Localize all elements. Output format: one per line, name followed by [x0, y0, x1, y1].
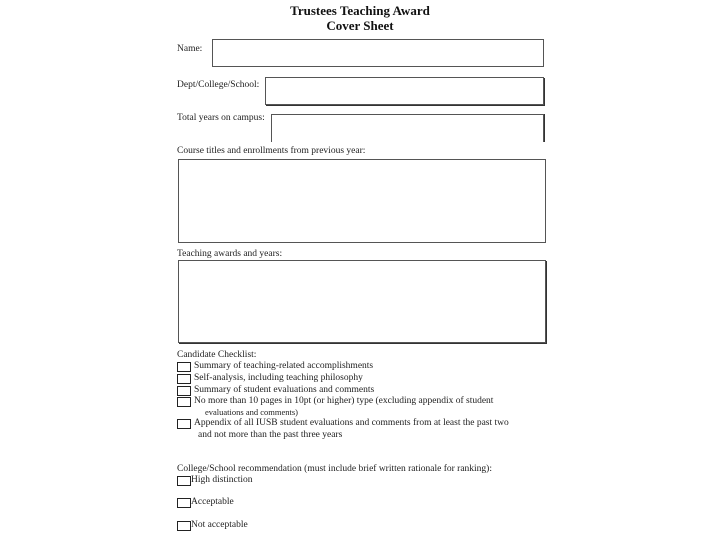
- option-acceptable: Acceptable: [191, 497, 234, 507]
- checklist-item-self-analysis: Self-analysis, including teaching philosophy: [194, 373, 363, 383]
- checkbox-not-acceptable[interactable]: [177, 521, 191, 531]
- name-label: Name:: [177, 44, 203, 54]
- recommendation-heading: College/School recommendation (must include brief written rationale for ranking):: [177, 464, 492, 474]
- checklist-item-evaluations-summary: Summary of student evaluations and comments: [194, 385, 375, 395]
- years-field[interactable]: [271, 114, 544, 142]
- checklist-heading: Candidate Checklist:: [177, 350, 257, 360]
- form-title: Trustees Teaching Award: [290, 3, 430, 18]
- form-subtitle: Cover Sheet: [326, 18, 394, 33]
- checkbox-self-analysis[interactable]: [177, 374, 191, 384]
- checklist-item-appendix: Appendix of all IUSB student evaluations and comments from at least the past two: [194, 418, 509, 428]
- checklist-item-accomplishments: Summary of teaching-related accomplishments: [194, 361, 374, 371]
- checkbox-accomplishments[interactable]: [177, 362, 191, 372]
- dept-field[interactable]: [265, 77, 544, 105]
- checkbox-page-limit[interactable]: [177, 397, 191, 407]
- awards-label: Teaching awards and years:: [177, 249, 283, 259]
- courses-textarea[interactable]: [178, 159, 546, 243]
- checkbox-high-distinction[interactable]: [177, 476, 191, 486]
- checkbox-evaluations-summary[interactable]: [177, 386, 191, 396]
- dept-label: Dept/College/School:: [177, 80, 260, 90]
- name-field[interactable]: [212, 39, 544, 67]
- option-not-acceptable: Not acceptable: [191, 520, 248, 530]
- checkbox-appendix[interactable]: [177, 419, 191, 429]
- checklist-item-appendix-cont: and not more than the past three years: [198, 430, 343, 440]
- checklist-item-page-limit-cont: evaluations and comments): [205, 407, 299, 417]
- option-high-distinction: High distinction: [191, 475, 253, 485]
- checklist-item-page-limit: No more than 10 pages in 10pt (or higher) type (excluding appendix of student: [194, 396, 494, 406]
- checkbox-acceptable[interactable]: [177, 498, 191, 508]
- years-label: Total years on campus:: [177, 113, 265, 123]
- courses-label: Course titles and enrollments from previous year:: [177, 146, 366, 156]
- awards-textarea[interactable]: [178, 260, 546, 343]
